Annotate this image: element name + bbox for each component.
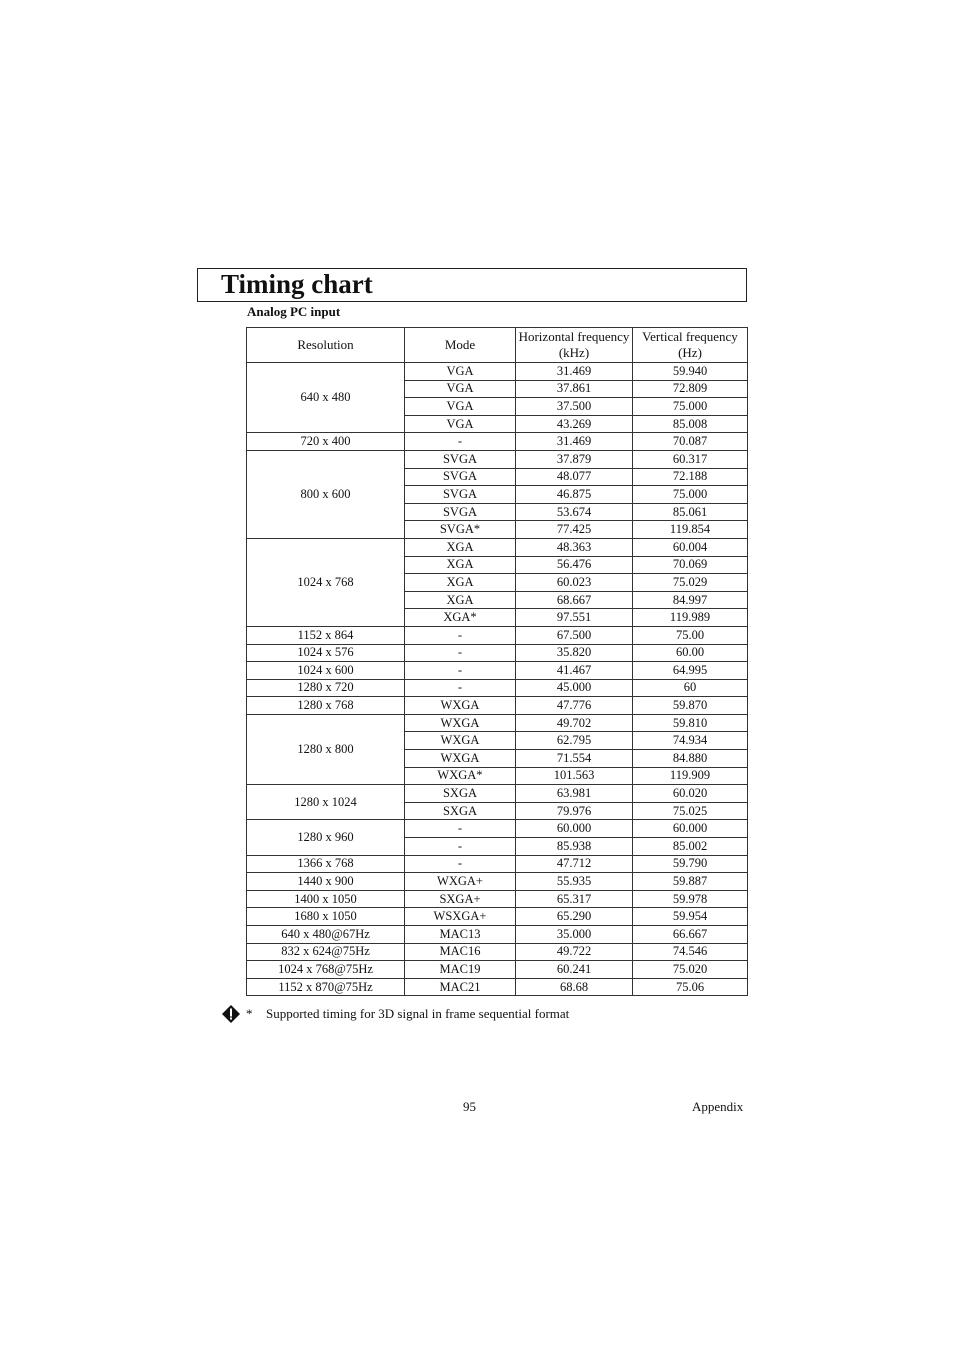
cell-horizontal-frequency: 41.467 xyxy=(516,662,633,680)
table-row xyxy=(247,961,748,979)
cell-vertical-frequency: 70.069 xyxy=(633,556,748,574)
cell-mode: SXGA xyxy=(405,785,516,803)
cell-mode: WXGA xyxy=(405,732,516,750)
cell-horizontal-frequency: 49.702 xyxy=(516,714,633,732)
cell-horizontal-frequency: 48.077 xyxy=(516,468,633,486)
cell-vertical-frequency: 59.810 xyxy=(633,714,748,732)
cell-mode: MAC13 xyxy=(405,926,516,944)
cell-vertical-frequency: 59.870 xyxy=(633,697,748,715)
table-body xyxy=(247,363,748,996)
cell-mode: XGA* xyxy=(405,609,516,627)
cell-horizontal-frequency: 97.551 xyxy=(516,609,633,627)
cell-vertical-frequency: 75.029 xyxy=(633,574,748,592)
table-row xyxy=(247,908,748,926)
cell-resolution: 640 x 480@67Hz xyxy=(247,926,405,944)
cell-horizontal-frequency: 49.722 xyxy=(516,943,633,961)
cell-resolution: 1366 x 768 xyxy=(247,855,405,873)
cell-resolution: 1400 x 1050 xyxy=(247,890,405,908)
cell-horizontal-frequency: 101.563 xyxy=(516,767,633,785)
table-row xyxy=(247,978,748,996)
cell-mode: VGA xyxy=(405,380,516,398)
cell-horizontal-frequency: 47.776 xyxy=(516,697,633,715)
table-header-row xyxy=(247,328,748,363)
table-row xyxy=(247,538,748,556)
cell-vertical-frequency: 75.06 xyxy=(633,978,748,996)
cell-mode: - xyxy=(405,626,516,644)
cell-horizontal-frequency: 63.981 xyxy=(516,785,633,803)
cell-mode: WSXGA+ xyxy=(405,908,516,926)
cell-horizontal-frequency: 53.674 xyxy=(516,503,633,521)
cell-mode: SVGA xyxy=(405,486,516,504)
table-row xyxy=(247,820,748,838)
cell-vertical-frequency: 60 xyxy=(633,679,748,697)
cell-resolution: 1280 x 800 xyxy=(247,714,405,784)
cell-horizontal-frequency: 56.476 xyxy=(516,556,633,574)
cell-horizontal-frequency: 68.667 xyxy=(516,591,633,609)
cell-vertical-frequency: 75.000 xyxy=(633,398,748,416)
table-row xyxy=(247,855,748,873)
cell-vertical-frequency: 60.000 xyxy=(633,820,748,838)
cell-resolution: 1440 x 900 xyxy=(247,873,405,891)
cell-vertical-frequency: 75.000 xyxy=(633,486,748,504)
cell-resolution: 1280 x 1024 xyxy=(247,785,405,820)
cell-vertical-frequency: 85.061 xyxy=(633,503,748,521)
cell-mode: SVGA* xyxy=(405,521,516,539)
cell-horizontal-frequency: 55.935 xyxy=(516,873,633,891)
table-row xyxy=(247,662,748,680)
header-mode: Mode xyxy=(405,328,516,363)
cell-resolution: 1280 x 960 xyxy=(247,820,405,855)
table-row xyxy=(247,644,748,662)
table-row xyxy=(247,433,748,451)
cell-resolution: 1024 x 768 xyxy=(247,538,405,626)
cell-resolution: 1024 x 576 xyxy=(247,644,405,662)
cell-vertical-frequency: 72.809 xyxy=(633,380,748,398)
cell-horizontal-frequency: 37.500 xyxy=(516,398,633,416)
cell-vertical-frequency: 60.004 xyxy=(633,538,748,556)
cell-resolution: 832 x 624@75Hz xyxy=(247,943,405,961)
cell-resolution: 1152 x 864 xyxy=(247,626,405,644)
cell-resolution: 1280 x 768 xyxy=(247,697,405,715)
cell-vertical-frequency: 74.934 xyxy=(633,732,748,750)
cell-horizontal-frequency: 62.795 xyxy=(516,732,633,750)
table-row xyxy=(247,890,748,908)
cell-mode: SVGA xyxy=(405,503,516,521)
header-resolution: Resolution xyxy=(247,328,405,363)
cell-horizontal-frequency: 43.269 xyxy=(516,415,633,433)
cell-vertical-frequency: 75.025 xyxy=(633,802,748,820)
cell-mode: WXGA xyxy=(405,714,516,732)
cell-mode: - xyxy=(405,838,516,856)
cell-vertical-frequency: 119.989 xyxy=(633,609,748,627)
cell-horizontal-frequency: 77.425 xyxy=(516,521,633,539)
cell-vertical-frequency: 119.909 xyxy=(633,767,748,785)
warning-icon xyxy=(221,1004,241,1024)
cell-vertical-frequency: 59.940 xyxy=(633,363,748,381)
cell-mode: WXGA* xyxy=(405,767,516,785)
table-row xyxy=(247,785,748,803)
cell-mode: XGA xyxy=(405,556,516,574)
cell-horizontal-frequency: 45.000 xyxy=(516,679,633,697)
cell-vertical-frequency: 59.978 xyxy=(633,890,748,908)
cell-vertical-frequency: 74.546 xyxy=(633,943,748,961)
cell-mode: VGA xyxy=(405,398,516,416)
cell-horizontal-frequency: 60.023 xyxy=(516,574,633,592)
cell-mode: VGA xyxy=(405,363,516,381)
table-row xyxy=(247,450,748,468)
cell-vertical-frequency: 85.008 xyxy=(633,415,748,433)
table-row xyxy=(247,697,748,715)
cell-horizontal-frequency: 85.938 xyxy=(516,838,633,856)
cell-horizontal-frequency: 31.469 xyxy=(516,363,633,381)
cell-horizontal-frequency: 47.712 xyxy=(516,855,633,873)
cell-mode: SVGA xyxy=(405,468,516,486)
header-vertical-frequency: Vertical frequency (Hz) xyxy=(633,328,748,363)
cell-horizontal-frequency: 65.290 xyxy=(516,908,633,926)
cell-vertical-frequency: 59.954 xyxy=(633,908,748,926)
cell-horizontal-frequency: 68.68 xyxy=(516,978,633,996)
cell-mode: SXGA+ xyxy=(405,890,516,908)
cell-horizontal-frequency: 79.976 xyxy=(516,802,633,820)
cell-vertical-frequency: 119.854 xyxy=(633,521,748,539)
table-row xyxy=(247,943,748,961)
table-row xyxy=(247,626,748,644)
cell-mode: - xyxy=(405,679,516,697)
cell-vertical-frequency: 75.020 xyxy=(633,961,748,979)
cell-vertical-frequency: 60.00 xyxy=(633,644,748,662)
cell-horizontal-frequency: 48.363 xyxy=(516,538,633,556)
title-box xyxy=(197,268,747,302)
table-row xyxy=(247,714,748,732)
cell-mode: XGA xyxy=(405,591,516,609)
cell-mode: - xyxy=(405,820,516,838)
cell-horizontal-frequency: 35.820 xyxy=(516,644,633,662)
cell-mode: - xyxy=(405,644,516,662)
cell-mode: MAC16 xyxy=(405,943,516,961)
cell-horizontal-frequency: 65.317 xyxy=(516,890,633,908)
cell-mode: XGA xyxy=(405,538,516,556)
footnote-marker: * xyxy=(246,1006,253,1021)
cell-mode: SXGA xyxy=(405,802,516,820)
cell-mode: - xyxy=(405,433,516,451)
section-subtitle: Analog PC input xyxy=(247,304,341,319)
cell-resolution: 1280 x 720 xyxy=(247,679,405,697)
cell-vertical-frequency: 84.997 xyxy=(633,591,748,609)
cell-mode: SVGA xyxy=(405,450,516,468)
table-row xyxy=(247,926,748,944)
cell-mode: WXGA xyxy=(405,697,516,715)
cell-mode: - xyxy=(405,855,516,873)
cell-resolution: 720 x 400 xyxy=(247,433,405,451)
cell-resolution: 800 x 600 xyxy=(247,450,405,538)
cell-horizontal-frequency: 46.875 xyxy=(516,486,633,504)
cell-vertical-frequency: 85.002 xyxy=(633,838,748,856)
cell-vertical-frequency: 70.087 xyxy=(633,433,748,451)
cell-horizontal-frequency: 37.861 xyxy=(516,380,633,398)
cell-resolution: 1024 x 600 xyxy=(247,662,405,680)
page-title: Timing chart xyxy=(221,269,373,299)
table-row xyxy=(247,363,748,381)
cell-horizontal-frequency: 31.469 xyxy=(516,433,633,451)
cell-vertical-frequency: 75.00 xyxy=(633,626,748,644)
cell-mode: XGA xyxy=(405,574,516,592)
cell-horizontal-frequency: 67.500 xyxy=(516,626,633,644)
cell-horizontal-frequency: 35.000 xyxy=(516,926,633,944)
cell-vertical-frequency: 59.887 xyxy=(633,873,748,891)
cell-resolution: 1152 x 870@75Hz xyxy=(247,978,405,996)
cell-vertical-frequency: 59.790 xyxy=(633,855,748,873)
cell-resolution: 1680 x 1050 xyxy=(247,908,405,926)
cell-horizontal-frequency: 71.554 xyxy=(516,750,633,768)
cell-mode: - xyxy=(405,662,516,680)
cell-vertical-frequency: 64.995 xyxy=(633,662,748,680)
cell-mode: WXGA+ xyxy=(405,873,516,891)
cell-mode: MAC21 xyxy=(405,978,516,996)
cell-vertical-frequency: 72.188 xyxy=(633,468,748,486)
table-row xyxy=(247,873,748,891)
cell-vertical-frequency: 60.317 xyxy=(633,450,748,468)
cell-resolution: 1024 x 768@75Hz xyxy=(247,961,405,979)
table-row xyxy=(247,679,748,697)
cell-horizontal-frequency: 37.879 xyxy=(516,450,633,468)
cell-vertical-frequency: 84.880 xyxy=(633,750,748,768)
cell-vertical-frequency: 66.667 xyxy=(633,926,748,944)
cell-mode: WXGA xyxy=(405,750,516,768)
cell-mode: MAC19 xyxy=(405,961,516,979)
cell-resolution: 640 x 480 xyxy=(247,363,405,433)
cell-horizontal-frequency: 60.241 xyxy=(516,961,633,979)
timing-table xyxy=(246,327,748,996)
cell-horizontal-frequency: 60.000 xyxy=(516,820,633,838)
cell-mode: VGA xyxy=(405,415,516,433)
cell-vertical-frequency: 60.020 xyxy=(633,785,748,803)
page-number: 95 xyxy=(463,1099,476,1114)
footer-section: Appendix xyxy=(692,1099,744,1114)
header-horizontal-frequency: Horizontal frequency (kHz) xyxy=(516,328,633,363)
footnote-text: Supported timing for 3D signal in frame sequential format xyxy=(266,1006,570,1021)
